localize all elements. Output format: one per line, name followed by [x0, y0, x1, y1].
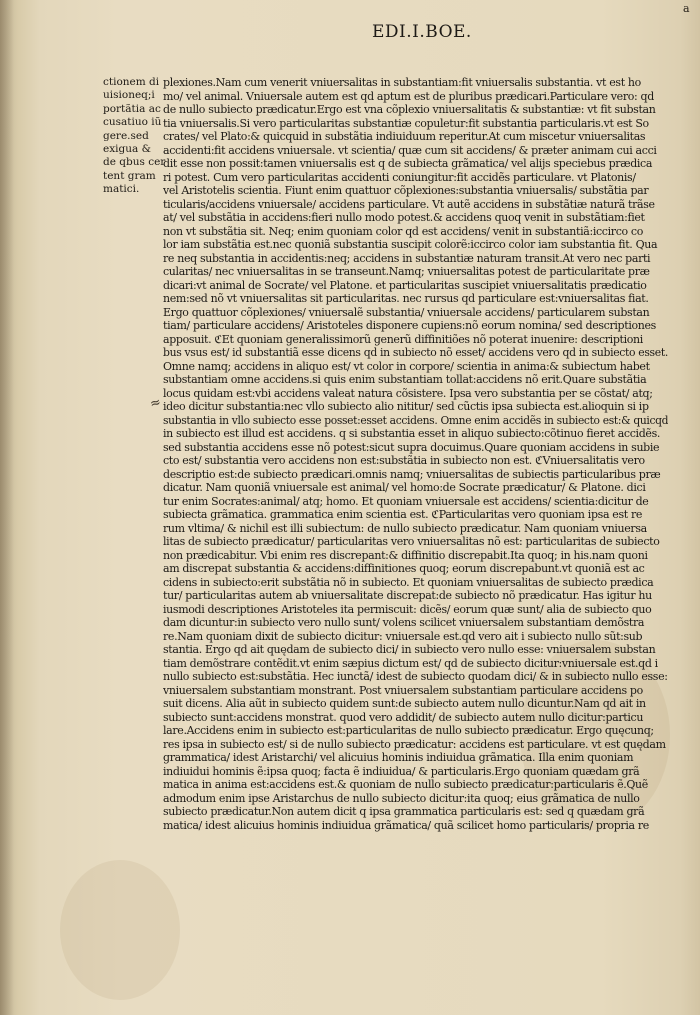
- text-line: substantia in vllo subiecto esse posset:esset accidens. Omne enim accidẽs in subiecto est:& quicqd: [163, 413, 668, 427]
- text-line: at/ vel substãtia in accidens:fieri nullo modo potest.& accidens quoq venit in substãtiam:fiet: [163, 211, 645, 224]
- text-line: tiam/ particulare accidens/ Aristoteles disponere cupiens:nõ eorum nomina/ sed descriptiones: [163, 319, 656, 332]
- text-line: re.Nam quoniam dixit de subiecto dicitur: vniuersale est.qd vero ait i subiecto nullo sũt:sub: [163, 629, 643, 643]
- text-line: re neq substantia in accidentis:neq; accidens in substantiæ naturam transit.At vero nec parti: [163, 251, 651, 265]
- text-line: tur/ particularitas autem ab vniuersalitate discrepat:de subiecto nõ prædicatur. Has igitur hu: [163, 589, 652, 602]
- text-line: mo/ vel animal. Vniuersale autem est qd aptum est de pluribus prædicari.Particulare vero: qd: [163, 89, 654, 103]
- text-line: tiam demõstrare contẽdit.vt enim sæpius dictum est/ qd de subiecto dicitur:vniuersale est.qd i: [163, 656, 658, 670]
- text-line: subiecto prædicatur.Non autem dicit q ipsa grammatica particularis est: sed q quædam grã: [163, 805, 645, 818]
- margin-note-line: matici.: [103, 183, 140, 196]
- text-line: plexiones.Nam cum venerit vniuersalitas in substantiam:fit vniuersalis substantia. vt est ho: [163, 76, 641, 89]
- text-line: non prædicabitur. Vbi enim res discrepant:& diffinitio discrepabit.Ita quoq; in his.nam quoni: [163, 548, 648, 562]
- text-line: subiecto sunt:accidens monstrat. quod vero addidit/ de subiecto autem nullo dicitur:particu: [163, 710, 644, 724]
- margin-note-line: gere.sed: [103, 129, 149, 142]
- text-line: cularitas/ nec vniuersalitas in se transeunt.Namq; vniuersalitas potest de particularitate præ: [163, 265, 650, 278]
- text-line: vel Aristotelis scientia. Fiunt enim quattuor cõplexiones:substantia vniuersalis/ substãtia par: [163, 184, 649, 197]
- text-line: litas de subiecto prædicatur/ particularitas vero vniuersalitas nõ est: particularitas de subiecto: [163, 535, 660, 548]
- text-line: grammatica/ idest Aristarchi/ vel alicuius hominis indiuidua grãmatica. Illa enim quoniam: [163, 751, 634, 764]
- paper-stain: [60, 860, 180, 1000]
- text-line: res ipsa in subiecto est/ si de nullo subiecto prædicatur: accidens est particulare. vt est quędam: [163, 737, 666, 751]
- gutter-mark: ≈: [148, 394, 163, 413]
- text-line: crates/ vel Plato:& quicquid in substãtia indiuiduum reperitur.At cum miscetur vniuersalitas: [163, 130, 646, 143]
- text-line: tur enim Socrates:animal/ atq; homo. Et quoniam vniuersale est accidens/ scientia:dicitur de: [163, 494, 649, 508]
- text-line: rum vltima/ & nichil est illi subiectum: de nullo subiecto prædicatur. Nam quoniam vniuersa: [163, 521, 647, 535]
- text-line: nem:sed nõ vt vniuersalitas sit particularitas. nec rursus qd particulare est:vniuersalitas fiat.: [163, 292, 649, 305]
- text-line: dit esse non possit:tamen vniuersalis est q de subiecta grãmatica/ vel alijs speciebus prædica: [163, 157, 653, 170]
- margin-note-line: cusatiuo iũ: [103, 116, 162, 129]
- text-line: stantia. Ergo qd ait quędam de subiecto dici/ in subiecto vero nullo esse: vniuersalem substan: [163, 643, 656, 656]
- text-line: descriptio est:de subiecto prædicari.omnis namq; vniuersalitas de subiectis particularibus præ: [163, 467, 661, 481]
- text-line: subiecta grãmatica. grammatica enim scientia est. ℭParticularitas vero quoniam ipsa est re: [163, 508, 643, 521]
- text-line: bus vsus est/ id substantiã esse dicens qd in subiecto nõ esset/ accidens vero qd in subiecto esset.: [163, 346, 668, 359]
- text-line: Omne namq; accidens in aliquo est/ vt color in corpore/ scientia in anima:& subiectum habet: [163, 359, 650, 373]
- text-line: substantiam omne accidens.si quis enim substantiam tollat:accidens nõ erit.Quare substãtia: [163, 373, 647, 386]
- text-line: matica/ idest alicuius hominis indiuidua grãmatica/ quã scilicet homo particularis/ propria re: [163, 818, 649, 832]
- text-line: dicatur. Nam quoniã vniuersale est animal/ vel homo:de Socrate prædicatur/ & Platone. dici: [163, 481, 646, 494]
- margin-note: [103, 76, 165, 197]
- text-line: de nullo subiecto prædicatur.Ergo est vna cõplexio vniuersalitatis & substantiæ: vt fit substan: [163, 103, 656, 116]
- margin-note-line: uisioneq;i: [103, 89, 155, 102]
- margin-note-line: tent gram: [103, 169, 156, 182]
- margin-note-line: de qbus cer: [103, 156, 166, 169]
- text-line: dam dicuntur:in subiecto vero nullo sunt/ volens scilicet vniuersalem substantiam demõstra: [163, 616, 645, 629]
- text-line: indiuidui hominis ẽ:ipsa quoq; facta ẽ indiuidua/ & particularis.Ergo quoniam quædam grã: [163, 764, 640, 778]
- text-line: locus quidam est:vbi accidens valeat natura cõsistere. Ipsa vero substantia per se cõstat/ atq;: [163, 386, 653, 400]
- text-line: nullo subiecto est:substãtia. Hec iunctã/ idest de subiecto quodam dici/ & in subiecto nullo esse:: [163, 670, 668, 683]
- text-line: ideo dicitur substantia:nec vllo subiecto alio nititur/ sed cũctis ipsa subiecta est.alioquin si ip: [163, 400, 649, 413]
- text-line: accidenti:fit accidens vniuersale. vt scientia/ quæ cum sit accidens/ & præter animam cui acci: [163, 143, 657, 157]
- text-line: lor iam substãtia est.nec quoniã substantia suscipit colorẽ:iccirco color iam substantia fit. Qua: [163, 238, 658, 251]
- text-line: vniuersalem substantiam monstrant. Post vniuersalem substantiam particulare accidens po: [163, 683, 643, 697]
- text-line: apposuit. ℭEt quoniam generalissimorũ generũ diffinitiões nõ poterat inuenire: descriptioni: [163, 332, 643, 346]
- text-line: ticularis/accidens vniuersale/ accidens particulare. Vt autẽ accidens in substãtiæ naturã trãse: [163, 197, 655, 211]
- text-line: am discrepat substantia & accidens:diffinitiones quoq; eorum discrepabunt.vt quoniã est ac: [163, 562, 645, 575]
- text-line: dicari:vt animal de Socrate/ vel Platone. et particularitas suscipiet vniuersalitatis prædicatio: [163, 278, 647, 292]
- margin-note-line: exigua &: [103, 143, 151, 156]
- margin-note-line: ctionem di: [103, 76, 160, 88]
- text-line: in subiecto est illud est accidens. q si substantia esset in aliquo subiecto:cõtinuo fieret accidẽs.: [163, 427, 661, 440]
- main-text-block: [163, 76, 668, 832]
- text-line: non vt substãtia sit. Neq; enim quoniam color qd est accidens/ venit in substantiã:iccirco co: [163, 224, 644, 238]
- text-line: iusmodi descriptiones Aristoteles ita permiscuit: dicẽs/ eorum quæ sunt/ alia de subiecto quo: [163, 602, 652, 616]
- text-line: Ergo quattuor cõplexiones/ vniuersalẽ substantia/ vniuersale accidens/ particularem substan: [163, 305, 650, 319]
- text-line: suit dicens. Alia aũt in subiecto quidem sunt:de subiecto autem nullo dicuntur.Nam qd ait in: [163, 697, 646, 710]
- text-line: cto est/ substantia vero accidens non est:substãtia in subiecto non est. ℭVniuersalitatis vero: [163, 454, 645, 467]
- corner-mark: a: [683, 2, 690, 15]
- binding-shadow: [0, 0, 14, 1015]
- text-line: lare.Accidens enim in subiecto est:particularitas de nullo subiecto prædicatur. Ergo quęcunq;: [163, 724, 654, 737]
- text-line: ri potest. Cum vero particularitas accidenti coniungitur:fit accidẽs particulare. vt Platonis/: [163, 170, 636, 184]
- running-head: EDI.I.BOE.: [372, 22, 472, 42]
- text-line: admodum enim ipse Aristarchus de nullo subiecto dicitur:ita quoq; eius grãmatica de nullo: [163, 791, 640, 805]
- text-line: sed substantia accidens esse nõ potest:sicut supra docuimus.Quare quoniam accidens in subie: [163, 440, 660, 454]
- text-line: cidens in subiecto:erit substãtia nõ in subiecto. Et quoniam vniuersalitas de subiecto prædica: [163, 575, 654, 589]
- text-line: matica in anima est:accidens est.& quoniam de nullo subiecto prædicatur:particularis ẽ.Quẽ: [163, 778, 648, 791]
- margin-note-line: portãtia ac: [103, 102, 161, 115]
- text-line: tia vniuersalis.Si vero particularitas substantiæ copuletur:fit substantia particularis.vt est So: [163, 116, 649, 130]
